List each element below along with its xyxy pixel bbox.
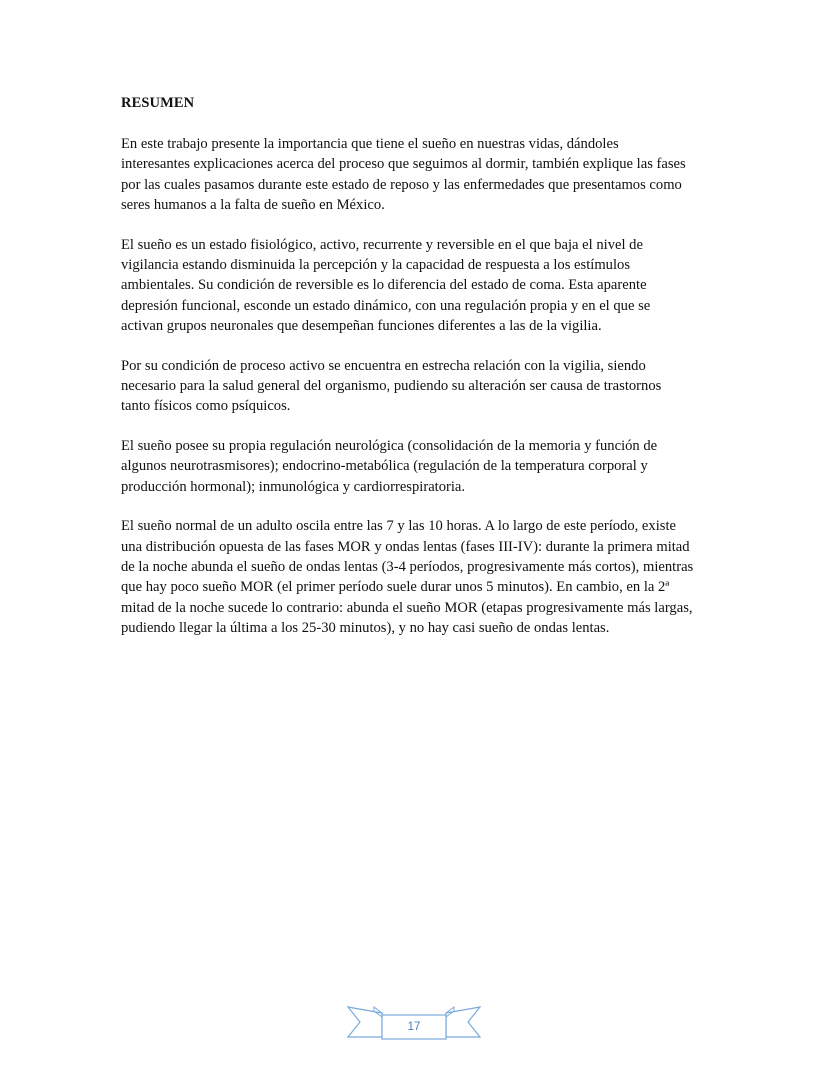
page-footer xyxy=(344,1003,484,1041)
text-line: El sueño normal de un adulto oscila entre las 7 y las 10 horas. A lo largo de este período, existe xyxy=(121,518,676,535)
text-line: pudiendo llegar la última a los 25-30 minutos), y no hay casi sueño de ondas lentas. xyxy=(121,620,610,637)
text-line: ambientales. Su condición de reversible es lo diferencia del estado de coma. Esta aparente xyxy=(121,277,647,294)
text-line: de la noche abunda el sueño de ondas lentas (3-4 períodos, progresivamente más cortos), mientras xyxy=(121,558,694,575)
paragraph-regulation xyxy=(121,436,721,497)
text-line: tanto físicos como psíquicos. xyxy=(121,398,291,415)
text-line: producción hormonal); inmunológica y cardiorrespiratoria. xyxy=(121,478,466,495)
ribbon-left-tail xyxy=(348,1007,382,1037)
text-line: algunos neurotrasmisores); endocrino-metabólica (regulación de la temperatura corporal y xyxy=(121,458,648,475)
paragraph-active-process xyxy=(121,356,721,417)
text-line: mitad de la noche sucede lo contrario: abunda el sueño MOR (etapas progresivamente más largas, xyxy=(121,599,693,616)
ribbon-right-tail xyxy=(446,1007,480,1037)
body-text xyxy=(121,134,721,658)
text-line: necesario para la salud general del organismo, pudiendo su alteración ser causa de trastornos xyxy=(121,378,662,395)
text-line: interesantes explicaciones acerca del proceso que seguimos al dormir, también explique las fases xyxy=(121,156,686,173)
text-line: que hay poco sueño MOR (el primer período suele durar unos 5 minutos). En cambio, en la 2ª xyxy=(121,579,670,596)
text-line: En este trabajo presente la importancia que tiene el sueño en nuestras vidas, dándoles xyxy=(121,136,619,152)
paragraph-normal-sleep xyxy=(121,516,721,638)
paragraph-definition xyxy=(121,235,721,337)
page-number: 17 xyxy=(407,1021,421,1033)
text-line: depresión funcional, esconde un estado dinámico, con una regulación propia y en el que se xyxy=(121,297,651,314)
paragraph-intro xyxy=(121,134,721,216)
text-line: El sueño es un estado fisiológico, activo, recurrente y reversible en el que baja el nivel de xyxy=(121,236,643,253)
text-line: El sueño posee su propia regulación neurológica (consolidación de la memoria y función de xyxy=(121,437,658,454)
text-line: seres humanos a la falta de sueño en México. xyxy=(121,197,385,214)
text-line: por las cuales pasamos durante este estado de reposo y las enfermedades que presentamos como xyxy=(121,176,682,193)
text-line: Por su condición de proceso activo se encuentra en estrecha relación con la vigilia, siendo xyxy=(121,357,646,374)
section-heading: RESUMEN xyxy=(121,95,195,111)
text-line: una distribución opuesta de las fases MOR y ondas lentas (fases III-IV): durante la primera mitad xyxy=(121,538,690,555)
text-line: vigilancia estando disminuida la percepción y la capacidad de respuesta a los estímulos xyxy=(121,257,630,274)
text-line: activan grupos neuronales que desempeñan funciones diferentes a las de la vigilia. xyxy=(121,318,602,335)
